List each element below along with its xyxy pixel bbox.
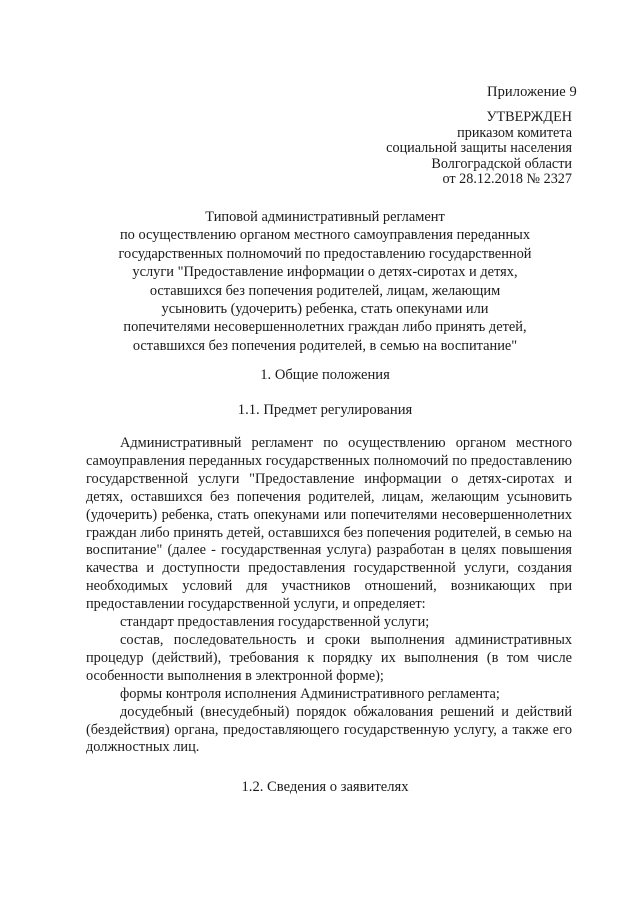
- subsection-heading-subject: 1.1. Предмет регулирования: [237, 402, 413, 418]
- appendix-label: Приложение 9: [487, 84, 577, 100]
- list-item: состав, последовательность и сроки выполнения административных процедур (действий), требования к порядку их выполнения (в том числе особенности выполнения в электронной форме);: [86, 631, 572, 684]
- approved-title: УТВЕРЖДЕН: [486, 109, 572, 125]
- title-line: по осуществлению органом местного самоуправления переданных: [119, 227, 531, 244]
- title-line: Типовой административный регламент: [205, 209, 445, 225]
- title-line: оставшихся без попечения родителей, лицам, желающим: [149, 282, 501, 299]
- title-line: услуги "Предоставление информации о детях-сиротах и детях,: [132, 264, 518, 281]
- list-item: формы контроля исполнения Административного регламента;: [120, 685, 500, 702]
- approval-stamp-block: [360, 110, 572, 188]
- approved-line: приказом комитета: [457, 124, 572, 141]
- section-body: [86, 435, 572, 757]
- approved-line: социальной защиты населения: [386, 140, 572, 156]
- regulation-title: [80, 208, 570, 355]
- title-line: оставшихся без попечения родителей, в семью на воспитание": [132, 337, 518, 354]
- title-line: усыновить (удочерить) ребенка, стать опекунами или: [161, 301, 489, 318]
- section-heading-general: 1. Общие положения: [260, 367, 390, 383]
- list-item: досудебный (внесудебный) порядок обжалования решений и действий (бездействия) органа, предоставляющего государственную услугу, а также его должностных лиц.: [86, 703, 572, 756]
- approved-order-date: от 28.12.2018 № 2327: [442, 171, 572, 187]
- title-line: государственных полномочий по предоставлению государственной: [118, 245, 532, 262]
- intro-paragraph: Административный регламент по осуществлению органом местного самоуправления переданных государственных полномочий по предоставлению государственной услуги "Предоставление информации о детях-сиротах и детях, оставшихся без попечения родителей, лицам, желающим усыновить (удочерить) ребенка, стать опекунами или попечителями несовершеннолетних граждан либо принять детей, оставшихся без попечения родителей, в семью на воспитание" (далее - государственная услуга) разработан в целях повышения качества и доступности предоставления государственной услуги, создания необходимых условий для участников отношений, возникающих при предоставлении государственной услуги, и определяет:: [86, 435, 572, 613]
- list-item: стандарт предоставления государственной услуги;: [120, 614, 430, 631]
- title-line: попечителями несовершеннолетних граждан либо принять детей,: [123, 319, 527, 336]
- subsection-heading-applicants: 1.2. Сведения о заявителях: [241, 779, 409, 795]
- approved-line: Волгоградской области: [431, 155, 572, 172]
